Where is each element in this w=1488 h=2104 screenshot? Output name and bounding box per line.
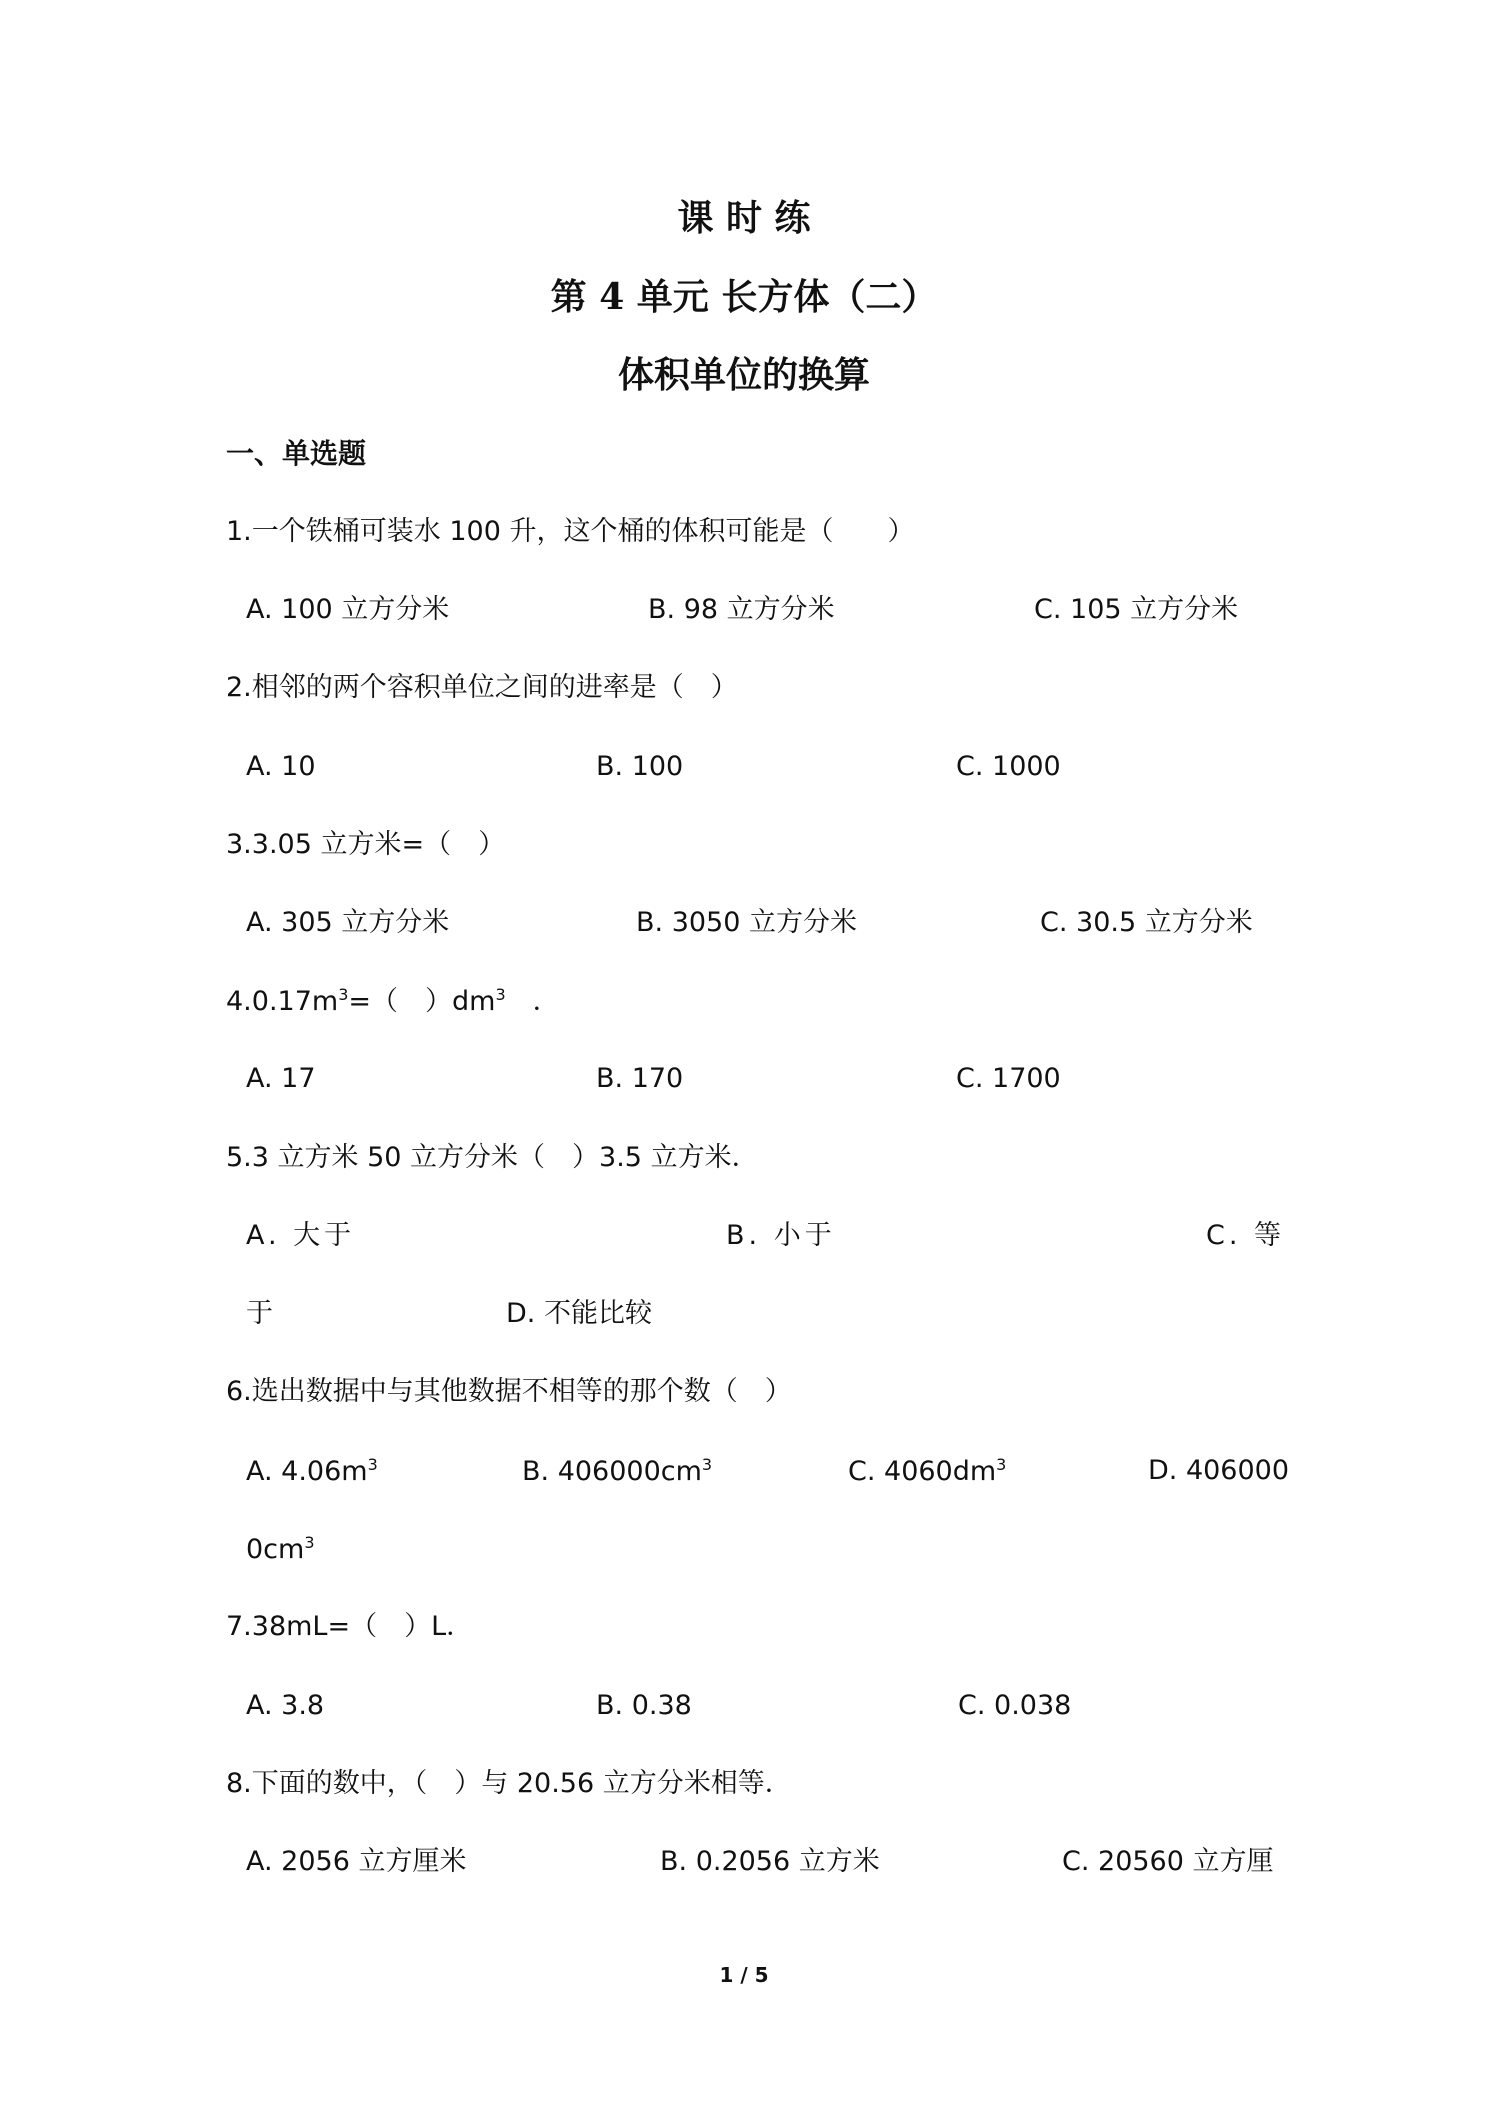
- q6-option-a-sup: 3: [367, 1455, 378, 1474]
- q3-option-b[interactable]: B. 3050 立方分米: [636, 907, 857, 938]
- q6-option-d-sup: 3: [304, 1533, 315, 1552]
- q5-option-b[interactable]: B. 小于: [726, 1220, 836, 1251]
- q7-option-a[interactable]: A. 3.8: [246, 1690, 325, 1721]
- q6-option-a[interactable]: [246, 1457, 378, 1485]
- page-number: 1 / 5: [719, 1963, 769, 1987]
- q3-option-a[interactable]: A. 305 立方分米: [246, 907, 450, 938]
- q6-option-d-continued[interactable]: [246, 1535, 315, 1563]
- q2-option-a[interactable]: A. 10: [246, 751, 316, 782]
- q5-option-a[interactable]: A. 大于: [246, 1220, 356, 1251]
- q6-option-b-label: B. 406000cm: [522, 1456, 702, 1487]
- q6-option-b[interactable]: [522, 1457, 712, 1485]
- q4-superscript-1: 3: [338, 985, 349, 1004]
- q3-option-c[interactable]: C. 30.5 立方分米: [1040, 907, 1253, 938]
- question-3: 3.3.05 立方米=（ ）: [226, 829, 506, 860]
- q1-option-a[interactable]: A. 100 立方分米: [246, 594, 450, 625]
- q7-option-b[interactable]: B. 0.38: [596, 1690, 692, 1721]
- question-7: 7.38mL=（ ）L．: [226, 1611, 474, 1642]
- q6-option-c-sup: 3: [996, 1455, 1007, 1474]
- q6-option-d-label: D. 406000: [1148, 1455, 1290, 1486]
- unit-title: 第 4 单元 长方体（二）: [550, 276, 938, 318]
- q6-option-b-sup: 3: [701, 1455, 713, 1474]
- q1-option-b[interactable]: B. 98 立方分米: [648, 594, 835, 625]
- section-heading: 一、单选题: [226, 437, 367, 470]
- question-4: [226, 987, 560, 1015]
- question-1: 1.一个铁桶可装水 100 升，这个桶的体积可能是（ ）: [226, 516, 915, 547]
- q8-option-b[interactable]: B. 0.2056 立方米: [660, 1846, 880, 1877]
- lesson-title: 体积单位的换算: [617, 354, 870, 396]
- q8-option-c[interactable]: C. 20560 立方厘: [1062, 1846, 1274, 1877]
- question-6: 6.选出数据中与其他数据不相等的那个数（ ）: [226, 1376, 792, 1407]
- q4-text-part-2: =（ ）dm: [348, 986, 496, 1017]
- q5-option-d[interactable]: D. 不能比较: [506, 1298, 652, 1329]
- q4-text-part-3: ．: [505, 986, 560, 1017]
- q6-option-c-label: C. 4060dm: [848, 1456, 997, 1487]
- q4-option-a[interactable]: A. 17: [246, 1063, 316, 1094]
- q6-option-c[interactable]: [848, 1457, 1006, 1485]
- q1-option-c[interactable]: C. 105 立方分米: [1034, 594, 1239, 625]
- q6-option-d-continued-label: 0cm: [246, 1534, 305, 1565]
- q5-option-c[interactable]: C. 等: [1206, 1220, 1286, 1251]
- question-2: 2.相邻的两个容积单位之间的进率是（ ）: [226, 672, 738, 703]
- q8-option-a[interactable]: A. 2056 立方厘米: [246, 1846, 467, 1877]
- q4-text-part-1: 4.0.17m: [226, 986, 339, 1017]
- q7-option-c[interactable]: C. 0.038: [958, 1690, 1072, 1721]
- question-5: 5.3 立方米 50 立方分米（ ）3.5 立方米．: [226, 1142, 759, 1173]
- q4-option-b[interactable]: B. 170: [596, 1063, 684, 1094]
- q2-option-b[interactable]: B. 100: [596, 751, 684, 782]
- q4-option-c[interactable]: C. 1700: [956, 1063, 1061, 1094]
- q6-option-d[interactable]: [1148, 1457, 1289, 1484]
- q2-option-c[interactable]: C. 1000: [956, 751, 1061, 782]
- worksheet-title: 课 时 练: [677, 197, 811, 239]
- q6-option-a-label: A. 4.06m: [246, 1456, 368, 1487]
- q4-superscript-2: 3: [495, 985, 506, 1004]
- q5-option-c-continued[interactable]: 于: [246, 1298, 273, 1329]
- question-8: 8.下面的数中，（ ）与 20.56 立方分米相等．: [226, 1768, 792, 1799]
